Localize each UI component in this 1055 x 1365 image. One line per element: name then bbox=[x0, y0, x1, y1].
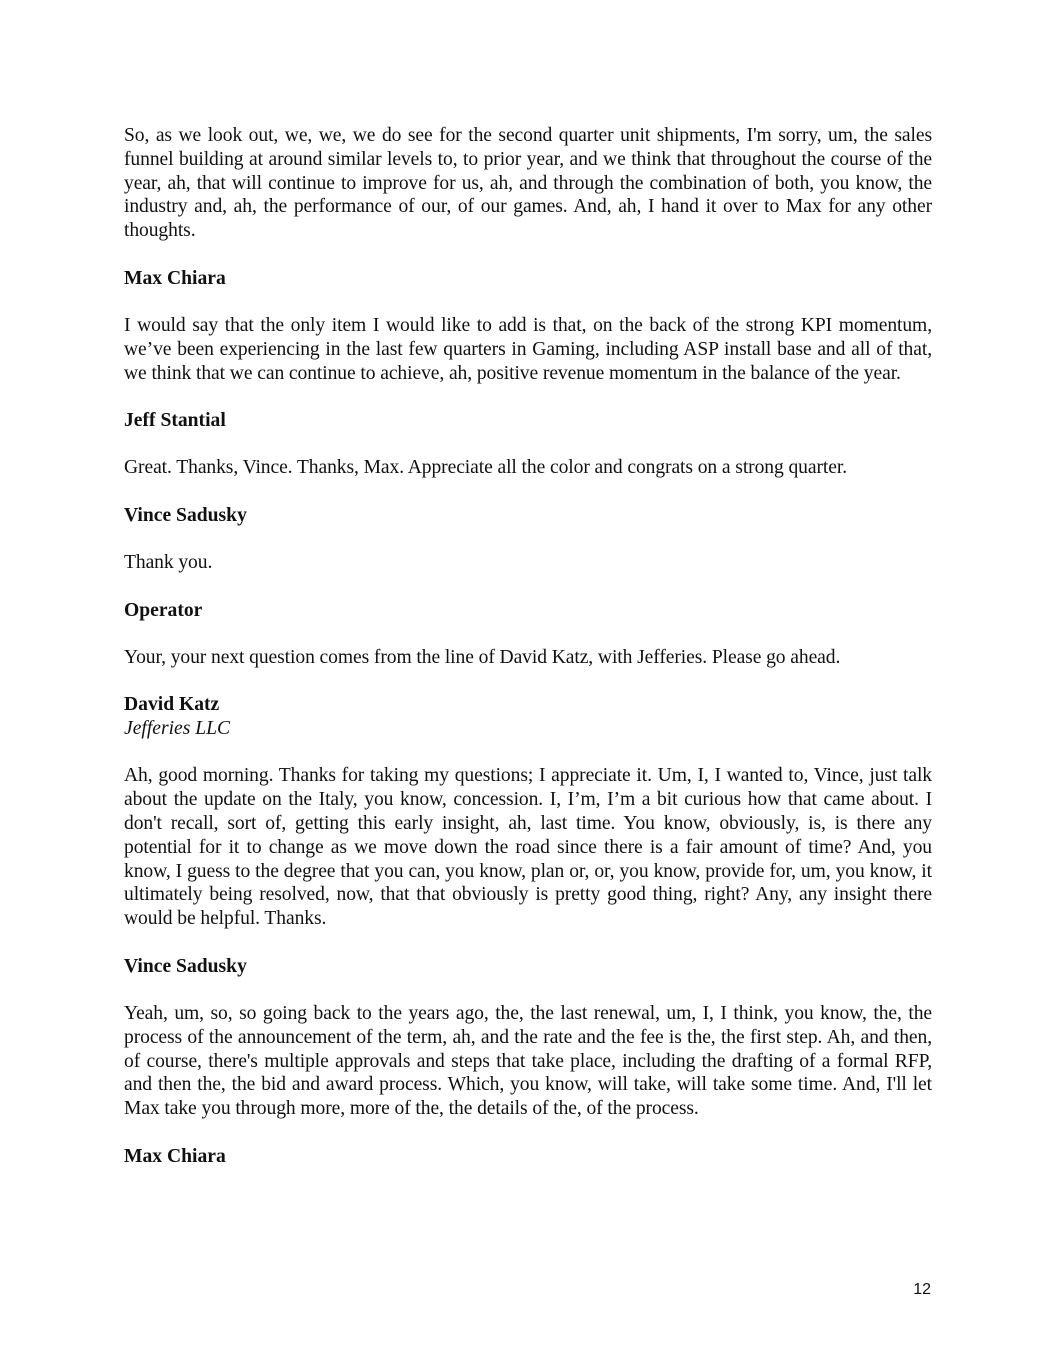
speaker-name: David Katz bbox=[124, 694, 220, 716]
transcript-page bbox=[124, 124, 932, 1192]
speaker-affiliation: Jefferies LLC bbox=[124, 718, 231, 740]
paragraph-answer: I would say that the only item I would like to add is that, on the back of the strong KPI momentum, we’ve been experiencing in the last few quarters in Gaming, including ASP install base and all of that, we think that we can continue to achieve, ah, positive revenue momentum in the balance of the year. bbox=[124, 314, 932, 384]
speaker-with-affiliation bbox=[124, 693, 932, 741]
speaker-name: Vince Sadusky bbox=[124, 504, 247, 526]
speaker-name: Jeff Stantial bbox=[124, 409, 226, 431]
speaker-name: Operator bbox=[124, 599, 203, 621]
paragraph-reply: Thank you. bbox=[124, 552, 213, 574]
speaker-name: Max Chiara bbox=[124, 1145, 226, 1167]
paragraph-operator: Your, your next question comes from the line of David Katz, with Jefferies. Please go ahead. bbox=[124, 646, 841, 668]
speaker-name: Vince Sadusky bbox=[124, 955, 247, 977]
paragraph-question: Ah, good morning. Thanks for taking my questions; I appreciate it. Um, I, I wanted to, Vince, just talk about the update on the Italy, you know, concession. I, I’m, I’m a bit curious how that came about. I don't recall, sort of, getting this early insight, ah, last time. You know, obviously, is, is there any potential for it to change as we move down the road since there is a fair amount of time? And, you know, I guess to the degree that you can, you know, plan or, or, you know, provide for, um, you know, it ultimately being resolved, now, that that obviously is pretty good thing, right? Any, any insight there would be helpful. Thanks. bbox=[124, 765, 932, 930]
speaker-name: Max Chiara bbox=[124, 267, 226, 289]
page-number: 12 bbox=[913, 1281, 931, 1298]
paragraph-answer: Yeah, um, so, so going back to the years ago, the, the last renewal, um, I, I think, you know, the, the process of the announcement of the term, ah, and the rate and the fee is the, the first step. Ah, and then, of course, there's multiple approvals and steps that take place, including the drafting of a formal RFP, and then the, the bid and award process. Which, you know, will take, will take some time. And, I'll let Max take you through more, more of the, the details of the, of the process. bbox=[124, 1003, 932, 1120]
paragraph-comment: Great. Thanks, Vince. Thanks, Max. Appreciate all the color and congrats on a strong quarter. bbox=[124, 457, 847, 479]
paragraph-answer-continued: So, as we look out, we, we, we do see for the second quarter unit shipments, I'm sorry, um, the sales funnel building at around similar levels to, to prior year, and we think that throughout the course of the year, ah, that will continue to improve for us, ah, and through the combination of both, you know, the industry and, ah, the performance of our, of our games. And, ah, I hand it over to Max for any other thoughts. bbox=[124, 125, 932, 242]
